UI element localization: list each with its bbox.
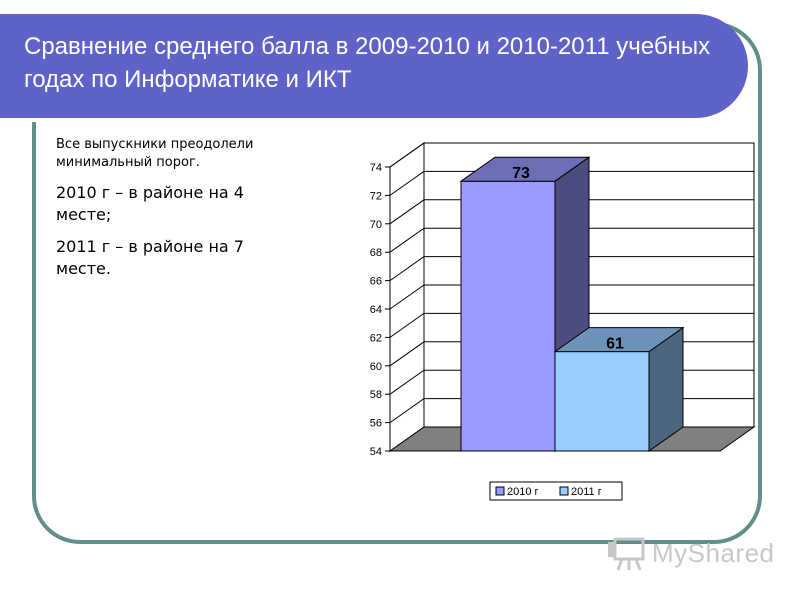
bar-chart (340, 135, 780, 515)
y-tick-label: 70 (369, 218, 382, 231)
y-tick-label: 56 (369, 417, 382, 430)
data-label: 61 (606, 335, 624, 353)
legend-label: 2011 г (571, 486, 602, 498)
data-label: 73 (512, 165, 530, 183)
slide-title: Сравнение среднего балла в 2009-2010 и 2010-2011 учебных годах по Информатике и ИКТ (24, 33, 711, 93)
y-tick-label: 60 (369, 360, 382, 373)
title-underline (0, 118, 706, 122)
bar (555, 352, 649, 451)
y-tick-label: 58 (369, 389, 382, 402)
legend-swatch (496, 487, 504, 495)
y-tick-label: 68 (369, 247, 382, 260)
legend-label: 2010 г (507, 486, 539, 498)
bar (461, 181, 555, 451)
y-tick-label: 62 (369, 332, 382, 345)
note-rank-2011: 2011 г – в районе на 7 месте. (56, 237, 244, 278)
legend-swatch (560, 487, 568, 495)
notes-text (56, 136, 286, 290)
y-tick-label: 74 (369, 162, 382, 174)
note-rank-2010: 2010 г – в районе на 4 месте; (56, 183, 244, 224)
watermark-text: MyShared (652, 538, 775, 568)
presentation-icon (606, 537, 650, 571)
y-tick-label: 66 (369, 275, 382, 288)
y-tick-label: 72 (369, 190, 382, 203)
y-tick-label: 64 (369, 304, 382, 316)
note-minimum-threshold: Все выпускники преодолели минимальный порог. (56, 137, 254, 170)
y-tick-label: 54 (369, 446, 382, 458)
